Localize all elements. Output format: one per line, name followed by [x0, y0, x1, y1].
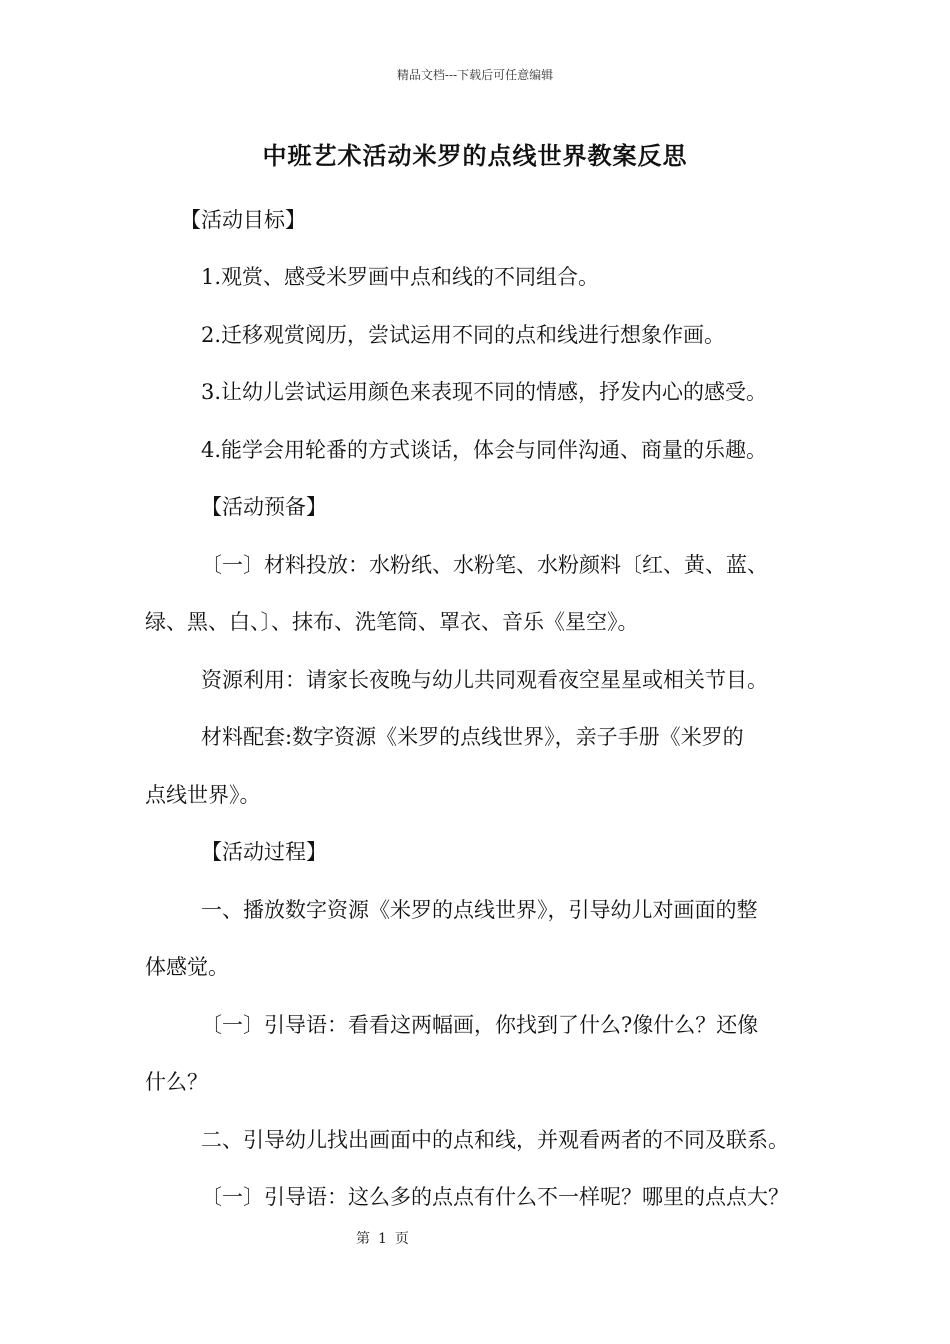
paragraph-line: 材料配套:数字资源《米罗的点线世界》，亲子手册《米罗的	[201, 725, 744, 749]
paragraph-line: 1.观赏、感受米罗画中点和线的不同组合。	[201, 265, 600, 289]
paragraph-line: 资源利用：请家长夜晚与幼儿共同观看夜空星星或相关节目。	[201, 668, 768, 692]
paragraph-line: 什么？	[145, 1070, 208, 1094]
page-suffix: 页	[394, 1231, 409, 1247]
document-title: 中班艺术活动米罗的点线世界教案反思	[262, 141, 688, 170]
paragraph-line: 〔一〕引导语：这么多的点点有什么不一样呢？哪里的点点大？	[201, 1185, 789, 1209]
paragraph-line: 一、播放数字资源《米罗的点线世界》，引导幼儿对画面的整	[201, 898, 758, 922]
paragraph-line: 〔一〕引导语：看看这两幅画，你找到了什么?像什么？还像	[201, 1013, 759, 1037]
page-number: 1	[378, 1231, 387, 1247]
page-number-footer	[356, 1228, 417, 1248]
paragraph-line: 3.让幼儿尝试运用颜色来表现不同的情感，抒发内心的感受。	[201, 380, 768, 404]
section-heading-process: 【活动过程】	[201, 840, 327, 864]
page-prefix: 第	[356, 1231, 370, 1247]
section-heading-preparation: 【活动预备】	[201, 495, 327, 519]
paragraph-line: 4.能学会用轮番的方式谈话，体会与同伴沟通、商量的乐趣。	[201, 438, 768, 462]
section-heading-goals: 【活动目标】	[180, 208, 306, 232]
header-note: 精品文档---下载后可任意编辑	[396, 68, 554, 82]
paragraph-line: 2.迁移观赏阅历，尝试运用不同的点和线进行想象作画。	[201, 323, 726, 347]
paragraph-line: 绿、黑、白、〕、抹布、洗笔筒、罩衣、音乐《星空》。	[145, 610, 639, 634]
paragraph-line: 〔一〕材料投放：水粉纸、水粉笔、水粉颜料〔红、黄、蓝、	[201, 553, 768, 577]
paragraph-line: 二、引导幼儿找出画面中的点和线，并观看两者的不同及联系。	[201, 1128, 789, 1152]
paragraph-line: 点线世界》。	[145, 783, 261, 807]
paragraph-line: 体感觉。	[145, 955, 229, 979]
